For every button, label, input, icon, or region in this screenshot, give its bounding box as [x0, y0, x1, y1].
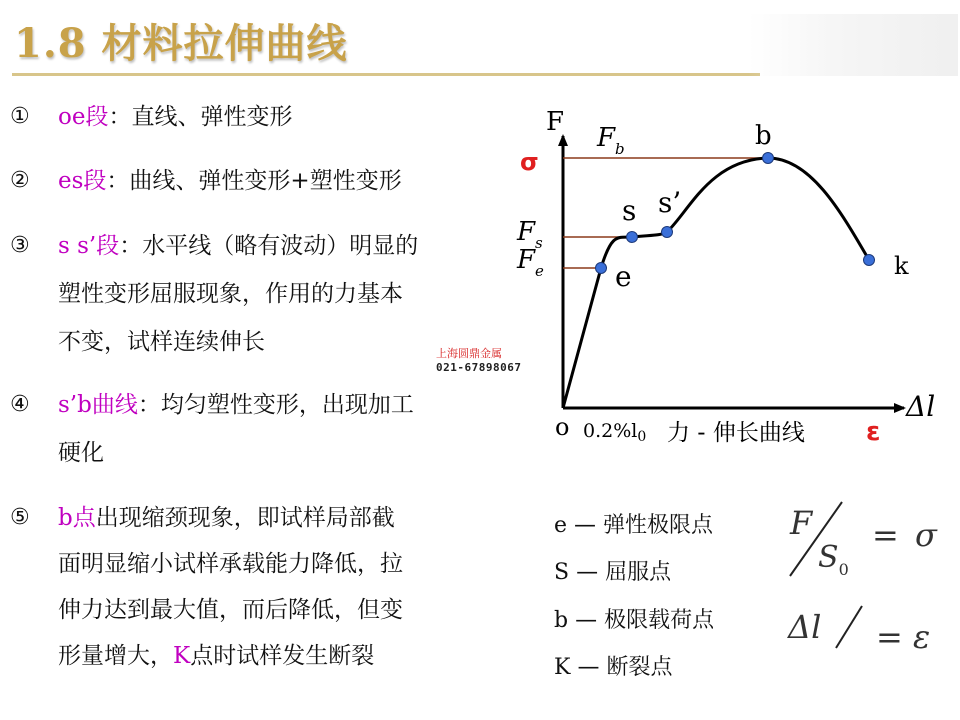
item-text: ：水平线（略有波动）明显的 — [119, 233, 419, 259]
item-text-line: 硬化 — [58, 440, 104, 466]
legend-item-k — [554, 650, 672, 681]
point-s-label: s — [622, 194, 637, 227]
item-prefix: b点 — [58, 505, 96, 531]
legend-symbol: e — [554, 513, 568, 538]
point-b-label: b — [755, 121, 772, 151]
legend-item-e — [554, 508, 713, 539]
item-text: 形量增大， — [58, 643, 173, 669]
x-axis-label: Δl — [906, 390, 936, 423]
formula2-slash — [836, 606, 862, 648]
legend-text: 断裂点 — [606, 655, 673, 680]
legend-item-b — [554, 603, 714, 634]
formula1-equals: = — [872, 516, 899, 554]
formula2-equals: = — [876, 618, 903, 656]
point-b — [763, 153, 774, 164]
item-text-line: 面明显缩小试样承载能力降低，拉 — [58, 551, 403, 577]
item-number: ③ — [10, 233, 30, 258]
fe-subscript: e — [535, 262, 544, 280]
formula2-result: ε — [913, 618, 931, 656]
x-axis-alt-label: ε — [866, 417, 881, 447]
legend-text: 弹性极限点 — [603, 513, 714, 538]
point-k — [864, 255, 875, 266]
point-e-label: e — [615, 260, 632, 293]
item-text: 点时试样发生断裂 — [190, 643, 375, 669]
item-text: 出现缩颈现象，即试样局部截 — [95, 505, 395, 531]
legend-symbol: K — [554, 655, 571, 680]
formula1-numerator: F — [790, 504, 813, 542]
point-s-prime — [662, 227, 673, 238]
item-prefix: oe段 — [58, 104, 109, 130]
item-number: ② — [10, 168, 30, 193]
item-text: ：均匀塑性变形，出现加工 — [137, 392, 414, 418]
legend-text: 屈服点 — [605, 560, 672, 585]
formula1-denominator-subscript: 0 — [838, 560, 849, 579]
y-axis-alt-label: σ — [520, 148, 539, 176]
legend-item-s — [554, 555, 671, 586]
item-prefix: s’b曲线 — [58, 392, 138, 418]
fb-label: F — [597, 123, 616, 153]
svg-text:0.2%l0 — [583, 420, 646, 445]
item-number: ⑤ — [10, 505, 30, 530]
item-text-line: 塑性变形屈服现象，作用的力基本 — [58, 281, 403, 307]
legend-dash: — — [576, 560, 599, 585]
formula1-result: σ — [915, 516, 937, 554]
svg-text:S0 — [818, 540, 849, 579]
point-s-prime-label: s’ — [658, 186, 682, 219]
watermark-name: 上海圆鼎金属 — [436, 347, 502, 360]
x-note-label: 0.2%l — [583, 420, 638, 442]
item-prefix: s s’段 — [58, 233, 120, 259]
chart-caption: 力 - 伸长曲线 — [667, 420, 805, 446]
legend-symbol: S — [554, 560, 570, 585]
tension-curve — [563, 158, 869, 408]
fs-label: F — [517, 217, 536, 247]
formula2-numerator: Δl — [788, 608, 822, 646]
origin-label: o — [555, 413, 570, 441]
page-title: 1.8 材料拉伸曲线 — [14, 20, 348, 67]
fe-label: F — [517, 245, 536, 275]
item-text: ：直线、弹性变形 — [108, 104, 293, 130]
legend-dash: — — [574, 513, 597, 538]
legend-dash: — — [577, 655, 600, 680]
formula1-denominator: S — [818, 540, 839, 575]
item-number: ④ — [10, 392, 30, 417]
legend-text: 极限载荷点 — [604, 608, 715, 633]
point-s — [627, 232, 638, 243]
legend-symbol: b — [554, 608, 569, 633]
item-text-line: 伸力达到最大值，而后降低，但变 — [58, 597, 403, 623]
item-text: ：曲线、弹性变形+塑性变形 — [106, 168, 402, 194]
item-prefix: es段 — [58, 168, 107, 194]
watermark-phone: 021-67898067 — [436, 361, 522, 374]
svg-text:Fb — [596, 123, 625, 158]
legend-dash: — — [575, 608, 598, 633]
item-number: ① — [10, 104, 30, 129]
point-k-label: k — [894, 252, 909, 280]
y-axis-label: F — [546, 107, 565, 137]
point-e — [596, 263, 607, 274]
item-text-line: 不变，试样连续伸长 — [58, 329, 265, 355]
fs-subscript: s — [535, 234, 543, 252]
x-note-subscript: 0 — [637, 429, 647, 445]
item-prefix: K — [173, 643, 191, 669]
fb-subscript: b — [615, 140, 625, 158]
